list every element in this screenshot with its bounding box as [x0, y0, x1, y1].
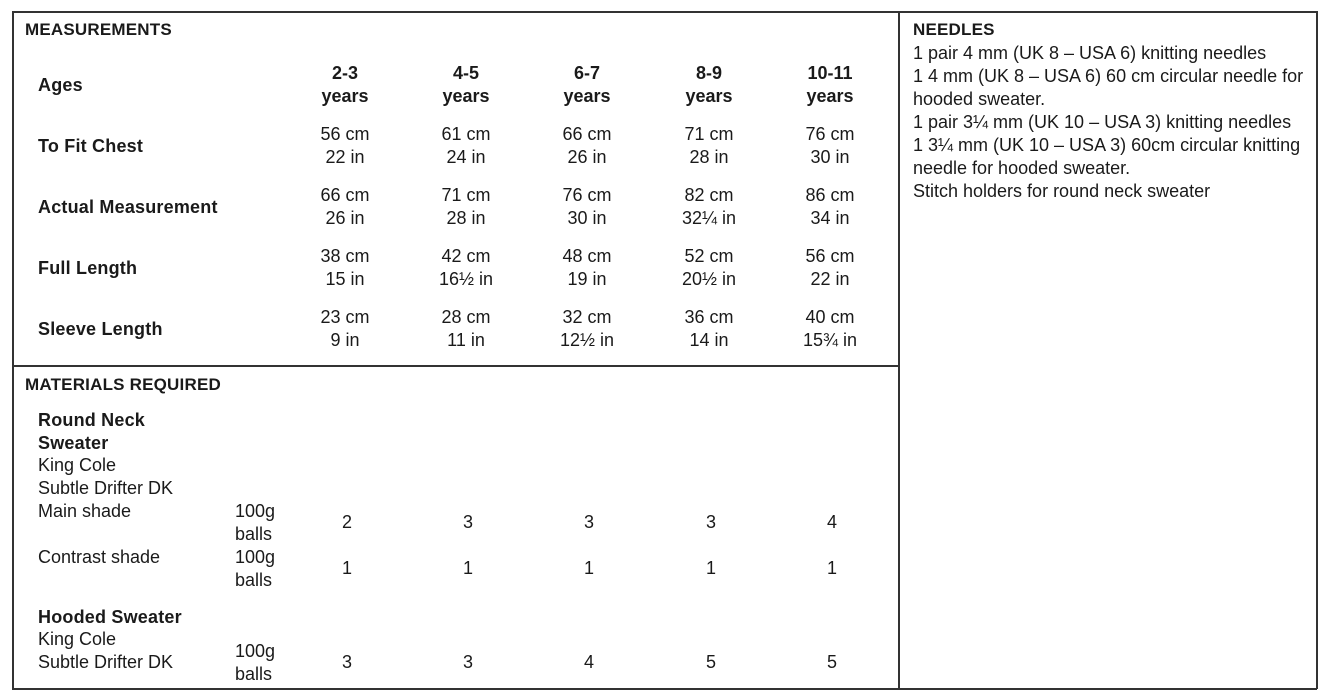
- hooded-value-2: 3: [462, 652, 473, 672]
- hooded-unit: 100g balls: [235, 641, 276, 684]
- contrast-shade-unit: 100g balls: [235, 547, 276, 590]
- full-length-value-1: 38 cm 15 in: [320, 246, 370, 289]
- contrast-shade-value-5: 1: [826, 558, 837, 578]
- hooded-value-1: 3: [341, 652, 352, 672]
- sleeve-length-value-5: 40 cm 15¾ in: [802, 307, 858, 350]
- frame-top-border: [12, 11, 1317, 13]
- sleeve-length-value-3: 32 cm 12½ in: [559, 307, 615, 350]
- needles-item: 1 3¼ mm (UK 10 – USA 3) 60cm circular knitting needle for hooded sweater.: [913, 135, 1301, 178]
- hooded-brand: King Cole: [38, 629, 117, 649]
- age-unit: years: [442, 86, 490, 106]
- actual-value-4: 82 cm 32¼ in: [681, 185, 737, 228]
- ages-label: Ages: [38, 75, 83, 95]
- round-neck-heading-line2: Sweater: [38, 433, 109, 453]
- age-header-1: [290, 62, 400, 108]
- age-header-5: [775, 62, 885, 108]
- main-shade-value-3: 3: [583, 512, 594, 532]
- age-range: 8-9: [695, 63, 722, 83]
- chest-value-5: 76 cm 30 in: [805, 124, 855, 167]
- main-shade-value-2: 3: [462, 512, 473, 532]
- chest-value-2: 61 cm 24 in: [441, 124, 491, 167]
- materials-title: MATERIALS REQUIRED: [25, 375, 221, 394]
- round-neck-heading-line1: Round Neck: [38, 410, 146, 430]
- needles-item: 1 pair 3¼ mm (UK 10 – USA 3) knitting needles: [913, 112, 1292, 132]
- hooded-value-3: 4: [583, 652, 594, 672]
- needles-item: 1 pair 4 mm (UK 8 – USA 6) knitting needles: [913, 43, 1267, 63]
- age-range: 6-7: [573, 63, 600, 83]
- age-range: 4-5: [452, 63, 479, 83]
- row-label-sleeve-length: Sleeve Length: [38, 319, 163, 339]
- needles-item: 1 4 mm (UK 8 – USA 6) 60 cm circular needle for hooded sweater.: [913, 66, 1304, 109]
- main-shade-value-1: 2: [341, 512, 352, 532]
- chest-value-1: 56 cm 22 in: [320, 124, 370, 167]
- age-range: 10-11: [807, 63, 853, 83]
- needles-title: NEEDLES: [913, 20, 995, 39]
- row-label-chest: To Fit Chest: [38, 136, 144, 156]
- sleeve-length-value-1: 23 cm 9 in: [320, 307, 370, 350]
- frame-left-border: [12, 11, 14, 689]
- measurements-title: MEASUREMENTS: [25, 20, 172, 39]
- main-shade-label: Main shade: [38, 501, 132, 521]
- section-divider: [12, 365, 899, 367]
- contrast-shade-value-1: 1: [341, 558, 352, 578]
- contrast-shade-value-3: 1: [583, 558, 594, 578]
- needles-item: Stitch holders for round neck sweater: [913, 181, 1211, 201]
- full-length-value-4: 52 cm 20½ in: [681, 246, 737, 289]
- round-neck-brand: King Cole: [38, 455, 117, 475]
- frame-bottom-border: [12, 688, 1317, 690]
- chest-value-4: 71 cm 28 in: [684, 124, 734, 167]
- contrast-shade-value-2: 1: [462, 558, 473, 578]
- age-unit: years: [563, 86, 611, 106]
- round-neck-yarn: Subtle Drifter DK: [38, 478, 174, 498]
- actual-value-5: 86 cm 34 in: [805, 185, 855, 228]
- main-shade-value-4: 3: [705, 512, 716, 532]
- row-label-full-length: Full Length: [38, 258, 138, 278]
- main-shade-value-5: 4: [826, 512, 837, 532]
- age-header-4: [654, 62, 764, 108]
- actual-value-3: 76 cm 30 in: [562, 185, 612, 228]
- frame-right-border: [1316, 11, 1318, 689]
- column-divider: [898, 11, 900, 689]
- needles-list: [913, 42, 1313, 203]
- actual-value-2: 71 cm 28 in: [441, 185, 491, 228]
- hooded-yarn: Subtle Drifter DK: [38, 652, 174, 672]
- row-label-actual: Actual Measurement: [38, 197, 218, 217]
- age-header-2: [411, 62, 521, 108]
- chest-value-3: 66 cm 26 in: [562, 124, 612, 167]
- full-length-value-5: 56 cm 22 in: [805, 246, 855, 289]
- contrast-shade-value-4: 1: [705, 558, 716, 578]
- hooded-value-4: 5: [705, 652, 716, 672]
- sleeve-length-value-2: 28 cm 11 in: [441, 307, 491, 350]
- hooded-heading: Hooded Sweater: [38, 607, 182, 627]
- contrast-shade-label: Contrast shade: [38, 547, 161, 567]
- age-range: 2-3: [331, 63, 358, 83]
- hooded-value-5: 5: [826, 652, 837, 672]
- sleeve-length-value-4: 36 cm 14 in: [684, 307, 734, 350]
- full-length-value-2: 42 cm 16½ in: [438, 246, 494, 289]
- age-header-3: [532, 62, 642, 108]
- actual-value-1: 66 cm 26 in: [320, 185, 370, 228]
- age-unit: years: [685, 86, 733, 106]
- main-shade-unit: 100g balls: [235, 501, 276, 544]
- age-unit: years: [321, 86, 369, 106]
- full-length-value-3: 48 cm 19 in: [562, 246, 612, 289]
- age-unit: years: [806, 86, 854, 106]
